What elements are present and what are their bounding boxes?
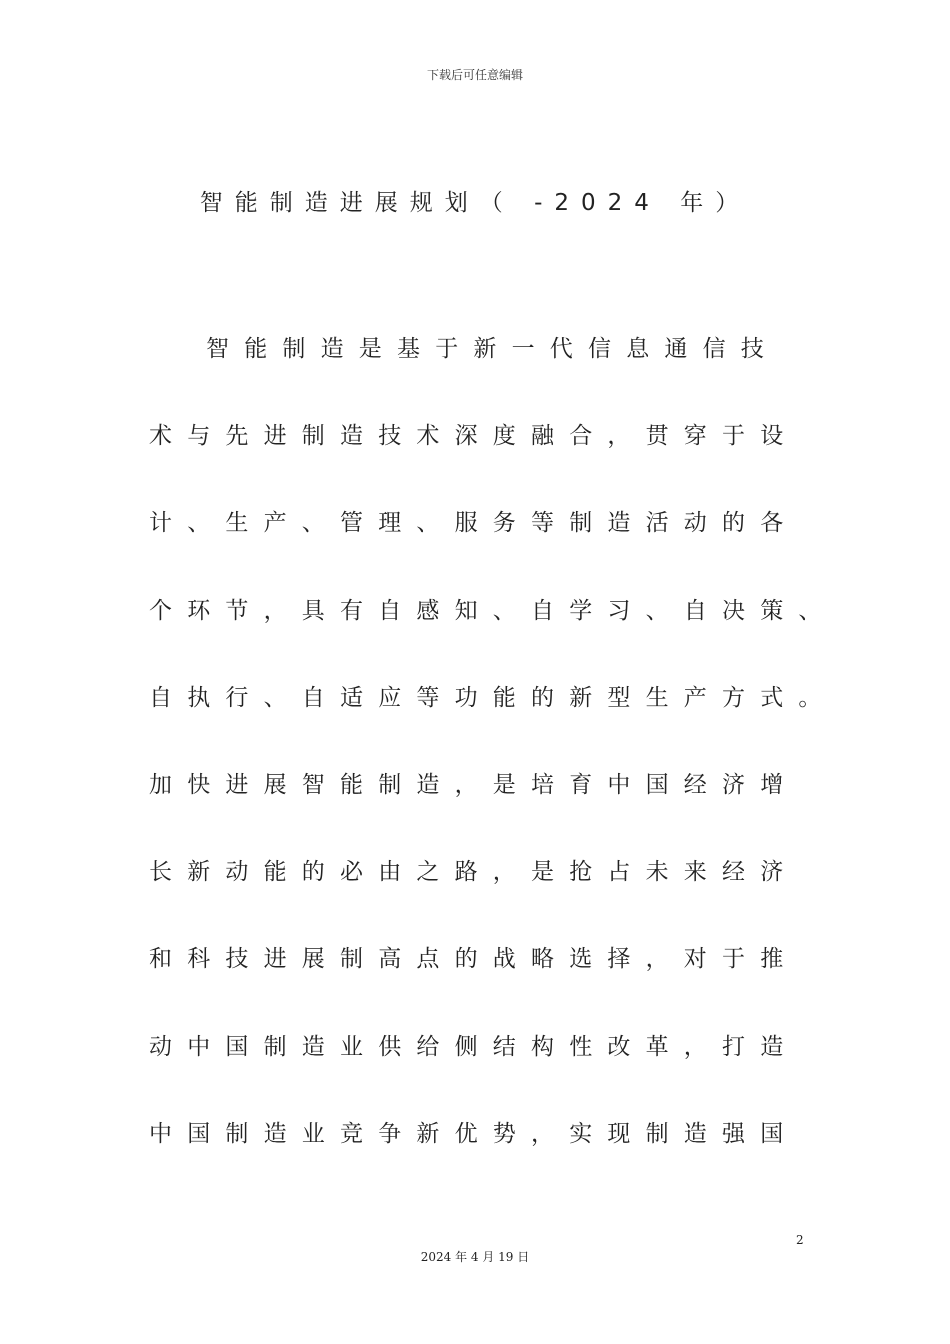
paragraph-line: 长新动能的必由之路，是抢占未来经济 [149,859,799,886]
paragraph-line: 加快进展智能制造，是培育中国经济增 [149,771,799,798]
paragraph-line: 中国制造业竞争新优势，实现制造强国 [149,1120,799,1147]
page-header: 下载后可任意编辑 [426,68,523,82]
body-paragraph [149,330,837,1202]
paragraph-line: 术与先进制造技术深度融合，贯穿于设 [149,423,799,450]
paragraph-line: 动中国制造业供给侧结构性改革，打造 [149,1033,799,1060]
paragraph-line: 个环节，具有自感知、自学习、自决策、 [149,597,837,624]
paragraph-line: 计、生产、管理、服务等制造活动的各 [149,510,799,537]
document-title: 智能制造进展规划（ -2024 年） [199,190,751,216]
paragraph-line: 自执行、自适应等功能的新型生产方式。 [149,684,837,711]
paragraph-line: 和科技进展制高点的战略选择，对于推 [149,946,799,973]
paragraph-line: 智能制造是基于新一代信息通信技 [206,336,779,362]
page-number: 2 [796,1233,804,1247]
footer-date: 2024 年 4 月 19 日 [420,1250,530,1264]
